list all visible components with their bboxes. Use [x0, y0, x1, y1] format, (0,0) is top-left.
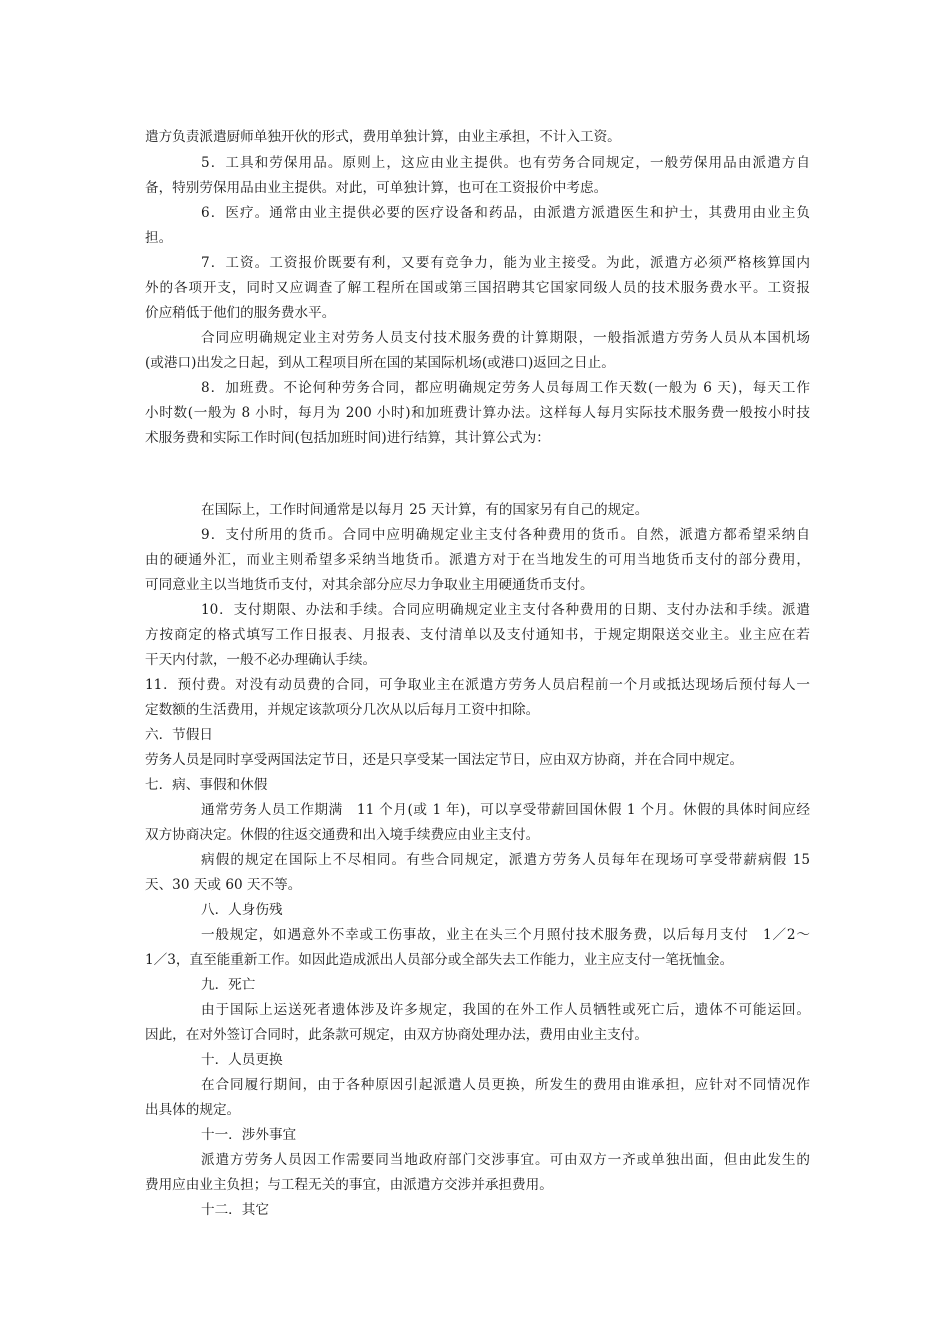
- text-line: 9．支付所用的货币。合同中应明确规定业主支付各种费用的货币。自然，派遣方都希望采纳自: [201, 527, 810, 543]
- text-line: 5．工具和劳保用品。原则上，这应由业主提供。也有劳务合同规定，一般劳保用品由派遣方自: [201, 155, 810, 171]
- text-line: 6．医疗。通常由业主提供必要的医疗设备和药品，由派遣方派遣医生和护士，其费用由业主负: [201, 205, 810, 221]
- text-line: 遣方负责派遣厨师单独开伙的形式，费用单独计算，由业主承担，不计入工资。: [145, 129, 621, 145]
- text-line: 11．预付费。对没有动员费的合同，可争取业主在派遣方劳务人员启程前一个月或抵达现场后预付每人一: [145, 677, 810, 693]
- text-line: 双方协商决定。休假的往返交通费和出入境手续费应由业主支付。: [145, 827, 540, 843]
- text-line: 出具体的规定。: [145, 1102, 241, 1118]
- text-line: 在国际上，工作时间通常是以每月 25 天计算，有的国家另有自己的规定。: [201, 502, 649, 518]
- text-line: 合同应明确规定业主对劳务人员支付技术服务费的计算期限，一般指派遣方劳务人员从本国机场: [201, 330, 810, 346]
- section-heading: 九．死亡: [201, 977, 256, 993]
- section-heading: 七．病、事假和休假: [145, 777, 268, 793]
- text-line: 派遣方劳务人员因工作需要同当地政府部门交涉事宜。可由双方一齐或单独出面，但由此发生的: [201, 1152, 810, 1168]
- section-heading: 六．节假日: [145, 727, 213, 743]
- section-heading: 八．人身伤残: [201, 902, 283, 918]
- text-line: 干天内付款，一般不必办理确认手续。: [145, 652, 377, 668]
- text-line: 术服务费和实际工作时间(包括加班时间)进行结算，其计算公式为：: [145, 430, 550, 446]
- text-line: 劳务人员是同时享受两国法定节日，还是只享受某一国法定节日，应由双方协商，并在合同中规定。: [145, 752, 744, 768]
- text-line: 8．加班费。不论何种劳务合同，都应明确规定劳务人员每周工作天数(一般为 6 天)，每天工作: [201, 380, 810, 396]
- text-line: 小时数(一般为 8 小时，每月为 200 小时)和加班费计算办法。这样每人每月实际技术服务费一般按小时技: [145, 405, 810, 421]
- text-line: 定数额的生活费用，并规定该款项分几次从以后每月工资中扣除。: [145, 702, 540, 718]
- text-line: 天、30 天或 60 天不等。: [145, 877, 302, 893]
- section-heading: 十一．涉外事宜: [201, 1127, 297, 1143]
- text-line: 7．工资。工资报价既要有利，又要有竞争力，能为业主接受。为此，派遣方必须严格核算国内: [201, 255, 810, 271]
- text-line: 价应稍低于他们的服务费水平。: [145, 305, 336, 321]
- text-line: 可同意业主以当地货币支付，对其余部分应尽力争取业主用硬通货币支付。: [145, 577, 594, 593]
- text-line: 病假的规定在国际上不尽相同。有些合同规定，派遣方劳务人员每年在现场可享受带薪病假 15: [201, 852, 810, 868]
- text-line: 通常劳务人员工作期满 11 个月(或 1 年)，可以享受带薪回国休假 1 个月。休假的具体时间应经: [201, 802, 810, 818]
- text-line: 10．支付期限、办法和手续。合同应明确规定业主支付各种费用的日期、支付办法和手续。派遣: [201, 602, 810, 618]
- section-heading: 十二．其它: [201, 1202, 269, 1218]
- text-line: 一般规定，如遇意外不幸或工伤事故，业主在头三个月照付技术服务费，以后每月支付 1／2～: [201, 927, 810, 943]
- text-line: 在合同履行期间，由于各种原因引起派遣人员更换，所发生的费用由谁承担，应针对不同情况作: [201, 1077, 810, 1093]
- text-line: 因此，在对外签订合同时，此条款可规定，由双方协商处理办法，费用由业主支付。: [145, 1027, 648, 1043]
- text-line: 费用应由业主负担；与工程无关的事宜，由派遣方交涉并承担费用。: [145, 1177, 553, 1193]
- text-line: 外的各项开支，同时又应调查了解工程所在国或第三国招聘其它国家同级人员的技术服务费水平。工资报: [145, 280, 810, 296]
- text-line: (或港口)出发之日起，到从工程项目所在国的某国际机场(或港口)返回之日止。: [145, 355, 615, 371]
- text-line: 担。: [145, 230, 173, 246]
- text-line: 备，特别劳保用品由业主提供。对此，可单独计算，也可在工资报价中考虑。: [145, 180, 608, 196]
- text-line: 方按商定的格式填写工作日报表、月报表、支付清单以及支付通知书，于规定期限送交业主。业主应在若: [145, 627, 810, 643]
- text-line: 由的硬通外汇，而业主则希望多采纳当地货币。派遣方对于在当地发生的可用当地货币支付的部分费用，: [145, 552, 810, 568]
- section-heading: 十．人员更换: [201, 1052, 283, 1068]
- text-line: 1／3，直至能重新工作。如因此造成派出人员部分或全部失去工作能力，业主应支付一笔抚恤金。: [145, 952, 734, 968]
- text-line: 由于国际上运送死者遗体涉及许多规定，我国的在外工作人员牺牲或死亡后，遗体不可能运回。: [201, 1002, 810, 1018]
